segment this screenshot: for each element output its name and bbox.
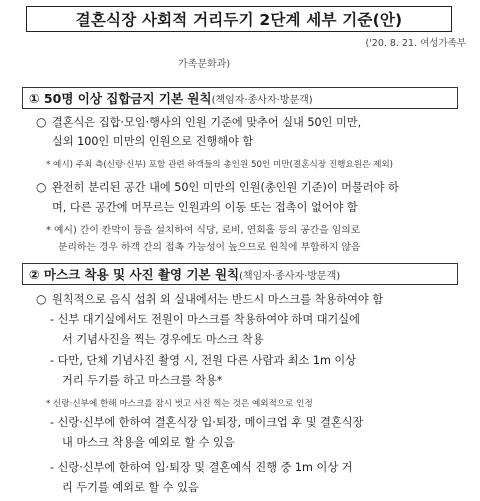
s2-sub-3-line-1: - 신랑·신부에 한하여 결혼식장 입·퇴장, 메이크업 후 및 결혼식장 xyxy=(50,416,364,429)
s2-sub-2-line-1: - 다만, 단체 기념사진 촬영 시, 전원 다른 사람과 최소 1m 이상 xyxy=(50,354,357,367)
section-2-subtitle: (책임자·종사자·방문객) xyxy=(239,270,341,282)
s2-sub-4-line-1: - 신랑·신부에 한하여 입·퇴장 및 결혼예식 진행 중 1m 이상 거 xyxy=(50,461,353,474)
issuing-department: 가족문화과) xyxy=(178,59,231,70)
s2-sub-3-line-2: 내 마스크 착용을 예외로 할 수 있음 xyxy=(62,436,235,449)
circle-bullet-icon: ○ xyxy=(36,180,47,194)
section-2-title: ② 마스크 착용 및 사진 촬영 기본 원칙 xyxy=(29,267,240,282)
s1-item-1-line-1 xyxy=(36,115,361,130)
s1-note-2-line-1: * 예시) 간이 칸막이 등을 설치하여 식당, 로비, 연회홀 등의 공간을 임의로 xyxy=(46,225,361,236)
s1-item-2-text-1: 완전히 분리된 공간 내에 50인 미만의 인원(총인원 기준)이 머물러야 하 xyxy=(52,181,399,194)
s2-item-1-text: 원칙적으로 음식 섭취 외 실내에서는 반드시 마스크를 착용하여야 함 xyxy=(52,293,384,306)
document-title xyxy=(26,6,452,32)
section-2-heading xyxy=(22,263,458,285)
s2-sub-4-line-2: 리 두기를 예외로 할 수 있음 xyxy=(62,481,199,494)
document-title-text: 결혼식장 사회적 거리두기 2단계 세부 기준(안) xyxy=(75,11,403,29)
s2-sub-1-line-1: - 신부 대기실에서도 전원이 마스크를 착용하여야 하며 대기실에 xyxy=(50,313,360,326)
s1-item-1-line-2: 실외 100인 미만의 인원으로 진행해야 함 xyxy=(52,135,254,148)
section-1-heading xyxy=(22,87,458,109)
issue-date: ('20. 8. 21. 여성가족부 xyxy=(365,38,466,49)
s1-item-2-line-2: 며, 다른 공간에 머무르는 인원과의 이동 또는 접촉이 없어야 함 xyxy=(52,201,358,214)
s1-note-2-line-2: 분리하는 경우 하객 간의 접촉 가능성이 높으므로 원칙에 부합하지 않음 xyxy=(58,242,361,253)
section-1-title: ① 50명 이상 집합금지 기본 원칙 xyxy=(29,91,212,106)
s2-item-1 xyxy=(36,292,383,307)
s2-note-1: * 신랑·신부에 한해 마스크를 잠시 벗고 사진 찍는 것은 예외적으로 인정 xyxy=(46,399,313,409)
s1-note-1: * 예시) 주최 측(신랑·신부) 포함 관련 하객들의 총인원 50인 미만(결혼식장 진행요원은 제외) xyxy=(46,160,394,170)
circle-bullet-icon: ○ xyxy=(36,292,47,306)
circle-bullet-icon: ○ xyxy=(36,115,47,129)
s2-sub-1-line-2: 서 기념사진을 찍는 경우에도 마스크 착용 xyxy=(62,333,264,346)
s1-item-2-line-1 xyxy=(36,180,399,195)
section-1-subtitle: (책임자·종사자·방문객) xyxy=(211,94,313,106)
s2-sub-2-line-2: 거리 두기를 하고 마스크를 착용* xyxy=(62,374,223,387)
s1-item-1-text-1: 결혼식은 집합·모임·행사의 인원 기준에 맞추어 실내 50인 미만, xyxy=(52,116,362,129)
